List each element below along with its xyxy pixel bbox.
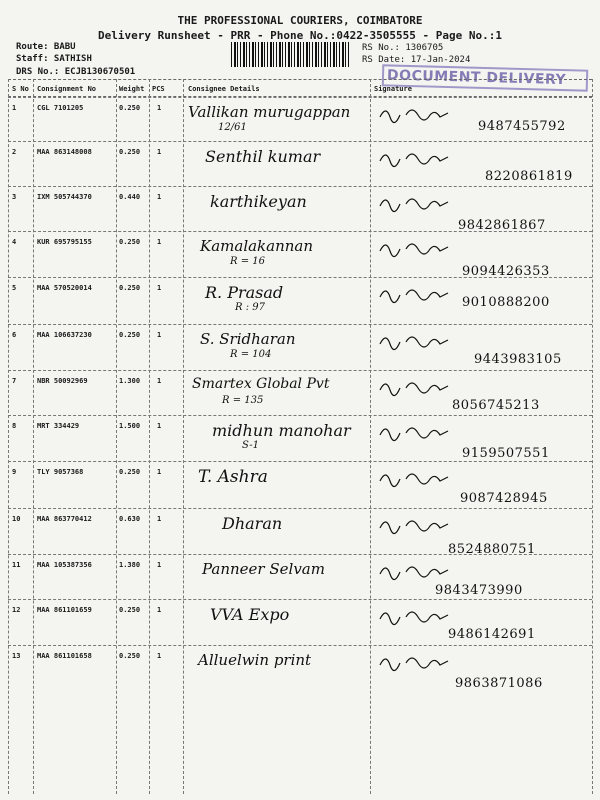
signature-mark (376, 147, 466, 173)
company-title: THE PROFESSIONAL COURIERS, COIMBATORE (177, 14, 423, 27)
row-pcs: 1 (157, 652, 162, 660)
row-separator (8, 324, 592, 325)
row-weight: 1.500 (119, 422, 141, 430)
row-sno: 13 (12, 652, 21, 660)
row-sno: 10 (12, 515, 21, 523)
row-separator (8, 461, 592, 462)
rs-number: RS No.: 1306705 (362, 43, 444, 53)
row-separator (8, 370, 592, 371)
row-pcs: 1 (157, 561, 162, 569)
row-consignment-no: TLY 9057368 (37, 468, 84, 476)
row-consignment-no: MAA 863148008 (37, 148, 92, 156)
col-signature: Signature (374, 85, 412, 93)
row-pcs: 1 (157, 377, 162, 385)
row-weight: 0.250 (119, 284, 141, 292)
row-sno: 9 (12, 468, 17, 476)
signature-mark (376, 103, 466, 129)
recipient-phone: 9159507551 (462, 446, 550, 461)
table-row (0, 186, 600, 231)
consignee-name: VVA Expo (210, 605, 290, 624)
row-separator (8, 554, 592, 555)
recipient-phone: 9842861867 (458, 218, 546, 233)
row-separator (8, 645, 592, 646)
row-consignment-no: CGL 7101205 (37, 104, 84, 112)
row-pcs: 1 (157, 422, 162, 430)
row-weight: 0.250 (119, 652, 141, 660)
consignee-name: Senthil kumar (205, 147, 321, 166)
consignee-name: Dharan (222, 514, 283, 533)
row-consignment-no: MRT 334429 (37, 422, 80, 430)
row-consignment-no: NBR 50092969 (37, 377, 88, 385)
signature-mark (376, 514, 466, 540)
consignee-room: R = 135 (222, 395, 264, 406)
table-row (0, 231, 600, 277)
consignee-name: midhun manohar (212, 421, 351, 440)
row-pcs: 1 (157, 238, 162, 246)
row-pcs: 1 (157, 515, 162, 523)
row-pcs: 1 (157, 606, 162, 614)
signature-mark (376, 283, 466, 309)
table-row (0, 554, 600, 599)
consignee-room: R : 97 (235, 302, 265, 313)
barcode (231, 42, 351, 67)
col-consignee: Consignee Details (188, 85, 260, 93)
col-consignment: Consignment No (37, 85, 97, 93)
row-consignment-no: MAA 106637230 (37, 331, 92, 339)
row-sno: 1 (12, 104, 17, 112)
row-consignment-no: MAA 861101659 (37, 606, 92, 614)
signature-mark (376, 237, 466, 263)
row-consignment-no: MAA 570520014 (37, 284, 92, 292)
row-separator (8, 186, 592, 187)
row-sno: 12 (12, 606, 21, 614)
row-weight: 0.250 (119, 331, 141, 339)
row-separator (8, 599, 592, 600)
row-consignment-no: MAA 105387356 (37, 561, 92, 569)
runsheet-subtitle: Delivery Runsheet - PRR - Phone No.:0422-3505555 - Page No.:1 (98, 29, 502, 42)
row-sno: 4 (12, 238, 17, 246)
row-weight: 0.250 (119, 606, 141, 614)
consignee-name: Smartex Global Pvt (192, 376, 330, 392)
row-pcs: 1 (157, 468, 162, 476)
row-separator (8, 231, 592, 232)
col-sno: S No (12, 85, 29, 93)
recipient-phone: 8220861819 (485, 169, 573, 184)
row-weight: 0.250 (119, 148, 141, 156)
row-weight: 0.440 (119, 193, 141, 201)
route-label: Route: BABU (16, 42, 76, 52)
row-pcs: 1 (157, 193, 162, 201)
row-sno: 7 (12, 377, 17, 385)
row-sno: 5 (12, 284, 17, 292)
row-separator (8, 415, 592, 416)
consignee-name: karthikeyan (210, 192, 307, 211)
consignee-name: S. Sridharan (200, 330, 296, 348)
row-weight: 0.250 (119, 104, 141, 112)
consignee-name: Kamalakannan (200, 237, 314, 255)
row-weight: 0.630 (119, 515, 141, 523)
table-row (0, 599, 600, 645)
drs-number: DRS No.: ECJB130670501 (16, 67, 136, 77)
signature-mark (376, 651, 466, 677)
recipient-phone: 9094426353 (462, 264, 550, 279)
consignee-name: Vallikan murugappan (188, 103, 351, 121)
row-separator (8, 97, 592, 98)
table-row (0, 324, 600, 370)
table-row (0, 370, 600, 415)
header-top-rule (8, 79, 592, 80)
consignee-name: Alluelwin print (198, 651, 312, 669)
recipient-phone: 9010888200 (462, 295, 550, 310)
row-sno: 2 (12, 148, 17, 156)
recipient-phone: 9843473990 (435, 583, 523, 598)
table-row (0, 508, 600, 557)
recipient-phone: 9443983105 (474, 352, 562, 367)
staff-label: Staff: SATHISH (16, 54, 92, 64)
table-row (0, 461, 600, 508)
signature-mark (376, 192, 466, 218)
consignee-room: R = 104 (230, 349, 272, 360)
document-delivery-stamp: DOCUMENT DELIVERY (382, 64, 589, 91)
recipient-phone: 9087428945 (460, 491, 548, 506)
row-pcs: 1 (157, 331, 162, 339)
table-row (0, 97, 600, 141)
row-separator (8, 277, 592, 278)
row-consignment-no: MAA 863770412 (37, 515, 92, 523)
row-weight: 1.380 (119, 561, 141, 569)
row-weight: 0.250 (119, 468, 141, 476)
row-pcs: 1 (157, 148, 162, 156)
recipient-phone: 8056745213 (452, 398, 540, 413)
table-row (0, 415, 600, 461)
row-pcs: 1 (157, 104, 162, 112)
consignee-room: S-1 (242, 440, 259, 451)
recipient-phone: 9486142691 (448, 627, 536, 642)
rs-date: RS Date: 17-Jan-2024 (362, 55, 471, 65)
row-weight: 0.250 (119, 238, 141, 246)
consignee-room: 12/61 (218, 122, 247, 133)
recipient-phone: 8524880751 (448, 542, 536, 557)
table-row (0, 645, 600, 794)
row-separator (8, 141, 592, 142)
table-row (0, 277, 600, 324)
row-consignment-no: IXM 505744370 (37, 193, 92, 201)
recipient-phone: 9863871086 (455, 676, 543, 691)
row-sno: 3 (12, 193, 17, 201)
col-weight: Weight (119, 85, 145, 93)
recipient-phone: 9487455792 (478, 119, 566, 134)
row-sno: 11 (12, 561, 21, 569)
row-consignment-no: MAA 861101658 (37, 652, 92, 660)
signature-mark (376, 467, 466, 493)
col-pcs: PCS (152, 85, 165, 93)
row-weight: 1.300 (119, 377, 141, 385)
consignee-room: R = 16 (230, 256, 265, 267)
consignee-name: T. Ashra (198, 467, 268, 487)
row-pcs: 1 (157, 284, 162, 292)
row-separator (8, 508, 592, 509)
table-row (0, 141, 600, 186)
signature-mark (376, 421, 466, 447)
row-sno: 6 (12, 331, 17, 339)
row-sno: 8 (12, 422, 17, 430)
consignee-name: Panneer Selvam (202, 560, 325, 578)
signature-mark (376, 330, 466, 356)
row-consignment-no: KUR 695795155 (37, 238, 92, 246)
consignee-name: R. Prasad (205, 283, 284, 302)
